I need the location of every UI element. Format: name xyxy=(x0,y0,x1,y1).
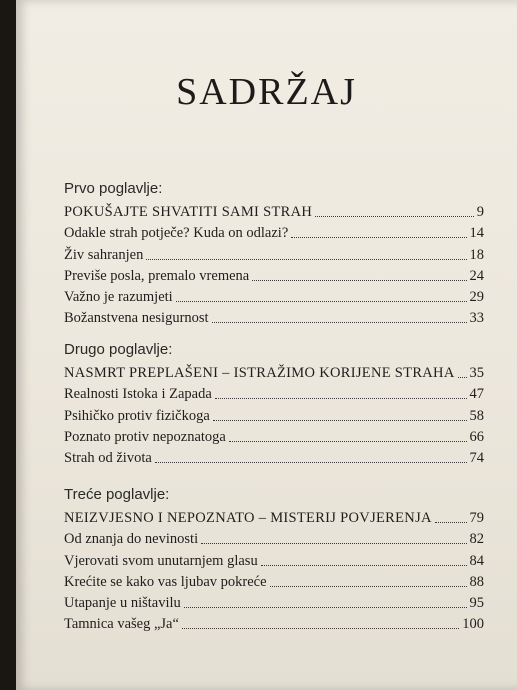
dot-leader xyxy=(215,398,467,399)
toc-page-number: 95 xyxy=(469,594,484,611)
toc-entry-title: NEIZVJESNO I NEPOZNATO – MISTERIJ POVJERENJA xyxy=(64,510,432,527)
dot-leader xyxy=(291,237,466,238)
toc-page-number: 88 xyxy=(469,573,484,590)
toc-entry xyxy=(64,548,484,569)
toc-entry-title: Poznato protiv nepoznatoga xyxy=(64,428,226,445)
dot-leader xyxy=(201,543,466,544)
toc-entry-title: POKUŠAJTE SHVATITI SAMI STRAH xyxy=(64,204,313,221)
toc-entry-title: Vjerovati svom unutarnjem glasu xyxy=(64,552,258,569)
toc-page-number: 82 xyxy=(469,531,484,548)
page-title: SADRŽAJ xyxy=(176,71,357,113)
dot-leader xyxy=(261,565,467,566)
dot-leader xyxy=(146,259,466,260)
toc-entry xyxy=(64,382,484,403)
toc-entry-title: Živ sahranjen xyxy=(64,246,144,263)
dot-leader xyxy=(155,462,467,463)
toc-entry xyxy=(64,612,484,633)
toc-page-number: 100 xyxy=(462,616,484,633)
toc-page-number: 66 xyxy=(469,428,484,445)
dot-leader xyxy=(252,280,466,281)
dot-leader xyxy=(458,377,467,378)
toc-chapter-heading xyxy=(64,200,484,221)
toc-page-number: 24 xyxy=(469,267,484,284)
toc-entry-title: Božanstvena nesigurnost xyxy=(64,310,209,327)
toc-entry xyxy=(64,264,484,285)
toc-entry-title: NASMRT PREPLAŠENI – ISTRAŽIMO KORIJENE STRAHA xyxy=(64,365,455,382)
chapter-label: Drugo poglavlje: xyxy=(64,341,173,358)
toc-page-number: 58 xyxy=(469,407,484,424)
toc-entry-title: Odakle strah potječe? Kuda on odlazi? xyxy=(64,225,289,242)
chapter-3 xyxy=(64,484,484,633)
toc-entry xyxy=(64,446,484,467)
toc-chapter-heading xyxy=(64,361,484,382)
toc-entry xyxy=(64,242,484,263)
dot-leader xyxy=(212,322,467,323)
chapter-label: Prvo poglavlje: xyxy=(64,180,163,197)
dot-leader xyxy=(315,216,474,217)
book-page xyxy=(16,0,517,690)
toc-entry-title: Psihičko protiv fizičkoga xyxy=(64,407,210,424)
toc-page-number: 84 xyxy=(469,552,484,569)
toc-entry-title: Krećite se kako vas ljubav pokreće xyxy=(64,573,267,590)
chapter-2 xyxy=(64,339,484,467)
dot-leader xyxy=(270,586,467,587)
toc-entry-title: Tamnica vašeg „Ja“ xyxy=(64,616,179,633)
toc-entry-title: Realnosti Istoka i Zapada xyxy=(64,386,212,403)
toc-entry xyxy=(64,285,484,306)
dot-leader xyxy=(182,628,459,629)
toc-entry-title: Od znanja do nevinosti xyxy=(64,531,199,548)
chapter-label: Treće poglavlje: xyxy=(64,486,170,503)
toc-page-number: 33 xyxy=(469,310,484,327)
toc-page-number: 79 xyxy=(469,510,484,527)
toc-page-number: 9 xyxy=(476,204,484,221)
toc-entry xyxy=(64,306,484,327)
dot-leader xyxy=(184,607,467,608)
toc-page-number: 14 xyxy=(469,225,484,242)
toc-page-number: 29 xyxy=(469,288,484,305)
dot-leader xyxy=(213,420,467,421)
toc-chapter-heading xyxy=(64,506,484,527)
toc-entry-title: Previše posla, premalo vremena xyxy=(64,267,250,284)
toc-entry xyxy=(64,425,484,446)
toc-entry-title: Strah od života xyxy=(64,449,152,466)
toc-page-number: 35 xyxy=(469,365,484,382)
toc-entry xyxy=(64,570,484,591)
toc-entry xyxy=(64,221,484,242)
toc-entry xyxy=(64,591,484,612)
toc-page-number: 74 xyxy=(469,449,484,466)
toc-entry-title: Utapanje u ništavilu xyxy=(64,594,181,611)
toc-entry-title: Važno je razumjeti xyxy=(64,288,173,305)
dot-leader xyxy=(435,522,467,523)
toc-page-number: 47 xyxy=(469,386,484,403)
toc-entry xyxy=(64,403,484,424)
toc-entry xyxy=(64,527,484,548)
chapter-1 xyxy=(64,178,484,327)
dot-leader xyxy=(229,441,467,442)
toc-page-number: 18 xyxy=(469,246,484,263)
dot-leader xyxy=(176,301,467,302)
